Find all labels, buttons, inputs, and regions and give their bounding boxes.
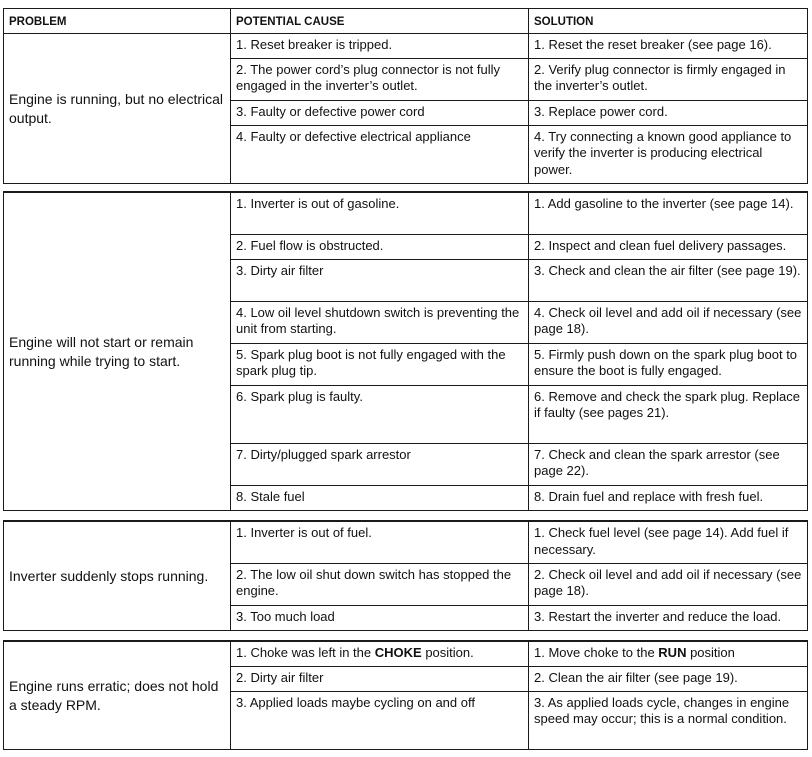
cause-cell: 1. Inverter is out of fuel.	[231, 521, 529, 563]
solution-cell	[529, 641, 808, 666]
troubleshooting-table-stops-running	[3, 520, 808, 631]
cause-cell: 2. The low oil shut down switch has stopped the engine.	[231, 563, 529, 605]
solution-cell: 2. Inspect and clean fuel delivery passages.	[529, 234, 808, 259]
solution-cell: 2. Check oil level and add oil if necessary (see page 18).	[529, 563, 808, 605]
solution-cell: 1. Reset the reset breaker (see page 16).	[529, 33, 808, 58]
solution-cell: 1. Add gasoline to the inverter (see page 14).	[529, 192, 808, 234]
problem-cell: Engine will not start or remain running while trying to start.	[4, 192, 231, 510]
table-row	[4, 521, 808, 563]
solution-cell: 5. Firmly push down on the spark plug boot to ensure the boot is fully engaged.	[529, 343, 808, 385]
header-problem: PROBLEM	[4, 9, 231, 34]
cause-cell: 1. Inverter is out of gasoline.	[231, 192, 529, 234]
choke-keyword: CHOKE	[374, 645, 422, 660]
solution-cell: 3. Check and clean the air filter (see page 19).	[529, 259, 808, 301]
troubleshooting-table-no-output	[3, 8, 808, 184]
troubleshooting-table-no-start	[3, 191, 808, 511]
cause-cell: 2. Dirty air filter	[231, 666, 529, 691]
solution-cell: 1. Check fuel level (see page 14). Add fuel if necessary.	[529, 521, 808, 563]
solution-cell: 2. Clean the air filter (see page 19).	[529, 666, 808, 691]
cause-text-pre: 1. Choke was left in the	[236, 645, 375, 660]
cause-cell: 3. Applied loads maybe cycling on and off	[231, 691, 529, 749]
cause-cell: 6. Spark plug is faulty.	[231, 385, 529, 443]
header-potential-cause: POTENTIAL CAUSE	[231, 9, 529, 34]
cause-cell: 5. Spark plug boot is not fully engaged with the spark plug tip.	[231, 343, 529, 385]
cause-cell: 8. Stale fuel	[231, 485, 529, 510]
cause-cell: 3. Faulty or defective power cord	[231, 100, 529, 125]
cause-cell: 4. Low oil level shutdown switch is preventing the unit from starting.	[231, 301, 529, 343]
solution-cell: 3. Restart the inverter and reduce the load.	[529, 605, 808, 630]
run-keyword: RUN	[658, 645, 687, 660]
solution-cell: 4. Try connecting a known good appliance to verify the inverter is producing electrical power.	[529, 125, 808, 183]
solution-cell: 7. Check and clean the spark arrestor (see page 22).	[529, 443, 808, 485]
solution-cell: 3. Replace power cord.	[529, 100, 808, 125]
table-row	[4, 192, 808, 234]
problem-cell: Inverter suddenly stops running.	[4, 521, 231, 630]
solution-cell: 4. Check oil level and add oil if necessary (see page 18).	[529, 301, 808, 343]
header-solution: SOLUTION	[529, 9, 808, 34]
solution-text-pre: 1. Move choke to the	[534, 645, 659, 660]
solution-cell: 6. Remove and check the spark plug. Replace if faulty (see pages 21).	[529, 385, 808, 443]
solution-cell: 2. Verify plug connector is firmly engaged in the inverter’s outlet.	[529, 58, 808, 100]
solution-cell: 8. Drain fuel and replace with fresh fuel.	[529, 485, 808, 510]
problem-cell: Engine runs erratic; does not hold a steady RPM.	[4, 641, 231, 749]
cause-cell: 1. Reset breaker is tripped.	[231, 33, 529, 58]
cause-cell: 2. Fuel flow is obstructed.	[231, 234, 529, 259]
cause-cell: 3. Too much load	[231, 605, 529, 630]
cause-cell: 3. Dirty air filter	[231, 259, 529, 301]
solution-text-post: position	[686, 645, 735, 660]
cause-cell: 7. Dirty/plugged spark arrestor	[231, 443, 529, 485]
cause-cell: 4. Faulty or defective electrical appliance	[231, 125, 529, 183]
cause-cell	[231, 641, 529, 666]
table-row	[4, 641, 808, 666]
solution-cell: 3. As applied loads cycle, changes in engine speed may occur; this is a normal condition.	[529, 691, 808, 749]
troubleshooting-table-erratic	[3, 640, 808, 750]
cause-cell: 2. The power cord’s plug connector is not fully engaged in the inverter’s outlet.	[231, 58, 529, 100]
header-row	[4, 9, 808, 34]
problem-cell: Engine is running, but no electrical output.	[4, 33, 231, 183]
table-row	[4, 33, 808, 58]
cause-text-post: position.	[421, 645, 474, 660]
